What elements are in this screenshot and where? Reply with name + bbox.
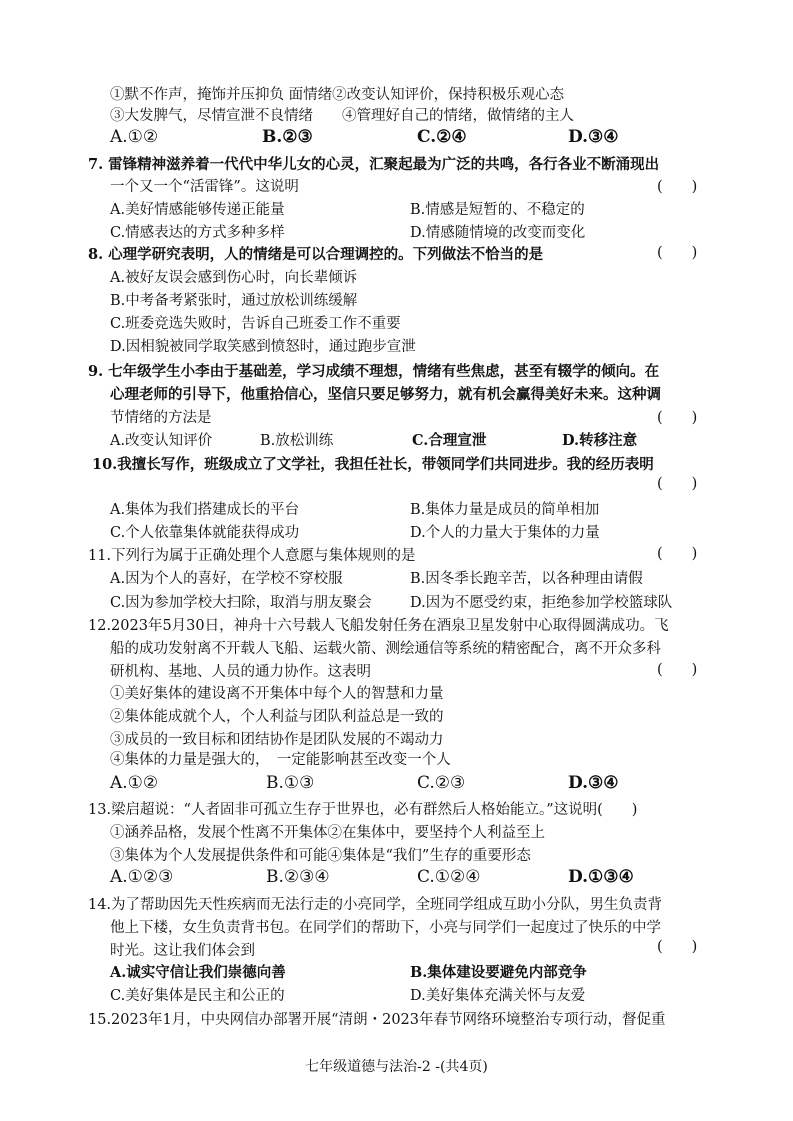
q15-stem-line-1: 15.2023年1月，中央网信办部署开展“清朗・2023年春节网络环境整治专项行动，督促重 bbox=[88, 1012, 666, 1028]
q9-stem-line-1: 9. 七年级学生小李由于基础差，学习成绩不理想，情绪有些焦虑，甚至有辍学的倾向。在 bbox=[88, 363, 660, 380]
page-footer: 七年级道德与法治-2 -(共4页) bbox=[305, 1059, 488, 1075]
q7-choice-c: C.情感表达的方式多种多样 bbox=[110, 225, 285, 241]
q12-answer-blank: ( ) bbox=[657, 662, 698, 678]
q14-stem-line-3: 时光。这让我们体会到 bbox=[110, 943, 255, 959]
q13-choice-d: D.①③④ bbox=[568, 867, 634, 887]
q14-choice-a: A.诚实守信让我们崇德向善 bbox=[110, 964, 286, 981]
q13-stem: 13.梁启超说：“人者固非可孤立生存于世界也，必有群然后人格始能立。”这说明( ) bbox=[88, 802, 638, 818]
q10-choice-d: D.个人的力量大于集体的力量 bbox=[410, 525, 600, 541]
q9-choice-b: B.放松训练 bbox=[260, 433, 334, 449]
q13-choice-b: B.②③④ bbox=[266, 867, 330, 887]
q12-choice-c: C.②③ bbox=[417, 773, 466, 793]
q14-choice-d: D.美好集体充满关怀与友爱 bbox=[410, 988, 586, 1004]
q6-choice-d: D.③④ bbox=[568, 127, 619, 147]
q11-stem: 11.下列行为属于正确处理个人意愿与集体规则的是 bbox=[88, 548, 416, 564]
q6-option-line-1: ①默不作声，掩饰并压抑负 面情绪②改变认知评价，保持积极乐观心态 bbox=[110, 87, 565, 103]
q9-choice-c: C.合理宣泄 bbox=[412, 432, 487, 449]
q7-choice-a: A.美好情感能够传递正能量 bbox=[110, 202, 285, 218]
q13-option-line-1: ①涵养品格，发展个性离不开集体②在集体中，要坚持个人利益至上 bbox=[110, 825, 545, 841]
q9-answer-blank: ( ) bbox=[657, 410, 698, 426]
q9-choice-a: A.改变认知评价 bbox=[110, 433, 213, 449]
q10-choice-b: B.集体力量是成员的简单相加 bbox=[410, 502, 600, 518]
q7-stem-line-1: 7. 雷锋精神滋养着一代代中华儿女的心灵，汇聚起最为广泛的共鸣，各行各业不断涌现出 bbox=[88, 156, 660, 173]
q12-stem-line-3: 研机构、基地、人员的通力协作。这表明 bbox=[110, 664, 371, 680]
q7-choice-b: B.情感是短暂的、不稳定的 bbox=[410, 202, 585, 218]
q10-choice-c: C.个人依靠集体就能获得成功 bbox=[110, 525, 300, 541]
q13-choice-c: C.①②④ bbox=[417, 867, 481, 887]
q6-choice-c: C.②④ bbox=[417, 127, 467, 147]
q12-choice-b: B.①③ bbox=[266, 773, 315, 793]
q12-option-1: ①美好集体的建设离不开集体中每个人的智慧和力量 bbox=[110, 686, 444, 702]
q8-answer-blank: ( ) bbox=[657, 245, 698, 261]
q12-option-4: ④集体的力量是强大的， 一定能影响甚至改变一个人 bbox=[110, 752, 451, 768]
q11-choice-c: C.因为参加学校大扫除，取消与朋友聚会 bbox=[110, 595, 372, 611]
q8-choice-b: B.中考备考紧张时，通过放松训练缓解 bbox=[110, 293, 358, 309]
q6-option-line-2: ③大发脾气，尽情宣泄不良情绪 ④管理好自己的情绪，做情绪的主人 bbox=[110, 108, 574, 124]
q9-choice-d: D.转移注意 bbox=[562, 432, 638, 449]
q8-choice-a: A.被好友误会感到伤心时，向长辈倾诉 bbox=[110, 270, 358, 286]
q14-stem-line-2: 他上下楼，女生负责背书包。在同学们的帮助下，小亮与同学们一起度过了快乐的中学 bbox=[110, 920, 661, 936]
q12-option-2: ②集体能成就个人，个人利益与团队利益总是一致的 bbox=[110, 709, 444, 725]
q6-choice-b: B.②③ bbox=[262, 127, 313, 147]
q10-stem: 10.我擅长写作，班级成立了文学社，我担任社长，带领同学们共同进步。我的经历表明 bbox=[92, 456, 654, 473]
q10-choice-a: A.集体为我们搭建成长的平台 bbox=[110, 502, 300, 518]
q9-stem-line-2: 心理老师的引导下，他重拾信心，坚信只要足够努力，就有机会赢得美好未来。这种调 bbox=[110, 386, 661, 403]
q11-answer-blank: ( ) bbox=[657, 546, 698, 562]
q11-choice-b: B.因冬季长跑辛苦，以各种理由请假 bbox=[410, 571, 643, 587]
q10-answer-blank: ( ) bbox=[657, 476, 698, 492]
q8-stem: 8. 心理学研究表明，人的情绪是可以合理调控的。下列做法不恰当的是 bbox=[88, 246, 544, 263]
q13-option-line-2: ③集体为个人发展提供条件和可能④集体是“我们”生存的重要形态 bbox=[110, 848, 531, 864]
q12-stem-line-2: 船的成功发射离不开载人飞船、运载火箭、测绘通信等系统的精密配合，离不开众多科 bbox=[110, 641, 661, 657]
q7-choice-d: D.情感随情境的改变而变化 bbox=[410, 225, 586, 241]
q11-choice-d: D.因为不愿受约束，拒绝参加学校篮球队 bbox=[410, 595, 673, 611]
q13-choice-a: A.①②③ bbox=[110, 867, 174, 887]
q11-choice-a: A.因为个人的喜好，在学校不穿校服 bbox=[110, 571, 343, 587]
q7-stem-line-2: 一个又一个“活雷锋”。这说明 bbox=[110, 179, 299, 195]
q14-choice-b: B.集体建设要避免内部竞争 bbox=[410, 964, 587, 981]
q12-choice-d: D.③④ bbox=[568, 773, 619, 793]
q6-choice-a: A.①② bbox=[110, 127, 159, 147]
q9-stem-line-3: 节情绪的方法是 bbox=[110, 410, 212, 426]
q7-answer-blank: ( ) bbox=[657, 179, 698, 195]
q14-answer-blank: ( ) bbox=[657, 939, 698, 955]
q14-choice-c: C.美好集体是民主和公正的 bbox=[110, 988, 285, 1004]
q8-choice-c: C.班委竞选失败时，告诉自己班委工作不重要 bbox=[110, 316, 401, 332]
q8-choice-d: D.因相貌被同学取笑感到愤怒时，通过跑步宣泄 bbox=[110, 339, 416, 355]
q12-stem-line-1: 12.2023年5月30日，神舟十六号载人飞船发射任务在酒泉卫星发射中心取得圆满成功。飞 bbox=[88, 618, 669, 634]
q12-choice-a: A.①② bbox=[110, 773, 159, 793]
q12-option-3: ③成员的一致目标和团结协作是团队发展的不竭动力 bbox=[110, 732, 444, 748]
q14-stem-line-1: 14.为了帮助因先天性疾病而无法行走的小亮同学，全班同学组成互助小分队，男生负责背 bbox=[88, 897, 663, 913]
